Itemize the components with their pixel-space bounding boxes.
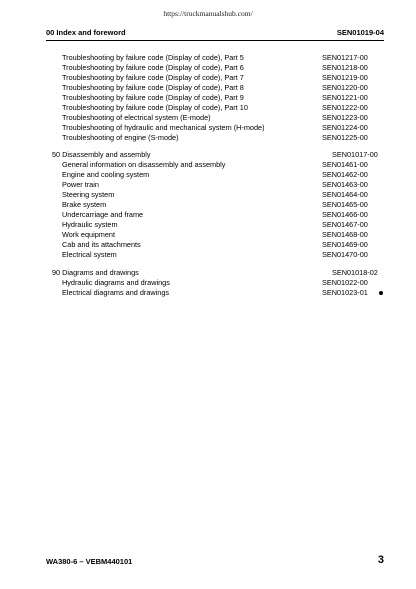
toc-code: SEN01464-00 — [322, 190, 368, 199]
toc-title: Troubleshooting of hydraulic and mechanical system (H-mode) — [62, 123, 265, 132]
header-doc-code: SEN01019-04 — [336, 28, 384, 37]
toc-title: Electrical diagrams and drawings — [62, 288, 170, 297]
toc-code: SEN01470-00 — [322, 250, 368, 259]
toc-title: Hydraulic diagrams and drawings — [62, 278, 170, 287]
toc-title: Power train — [62, 180, 99, 189]
toc-title: Troubleshooting by failure code (Display of code), Part 8 — [62, 83, 244, 92]
toc-code: SEN01217-00 — [322, 53, 368, 62]
page-footer — [46, 554, 384, 568]
toc-code: SEN01017-00 — [332, 150, 378, 159]
toc-title: Hydraulic system — [62, 220, 118, 229]
toc-code: SEN01018-02 — [332, 268, 378, 277]
toc-section-title: 50 Disassembly and assembly — [52, 150, 151, 159]
toc-code: SEN01461-00 — [322, 160, 368, 169]
toc-code: SEN01225-00 — [322, 133, 368, 142]
toc-title: Troubleshooting by failure code (Display of code), Part 7 — [62, 73, 244, 82]
toc-section-title: 90 Diagrams and drawings — [52, 268, 139, 277]
toc-code: SEN01462-00 — [322, 170, 368, 179]
toc-title: Troubleshooting of engine (S-mode) — [62, 133, 179, 142]
page-header — [46, 28, 384, 40]
toc-code: SEN01467-00 — [322, 220, 368, 229]
toc-title: Troubleshooting by failure code (Display of code), Part 5 — [62, 53, 244, 62]
toc-code: SEN01223-00 — [322, 113, 368, 122]
toc-title: Troubleshooting by failure code (Display of code), Part 6 — [62, 63, 244, 72]
toc-title: Undercarriage and frame — [62, 210, 144, 219]
toc-code: SEN01469-00 — [322, 240, 368, 249]
toc-title: Electrical system — [62, 250, 117, 259]
watermark-url[interactable]: https://truckmanualshub.com/ — [163, 9, 253, 18]
toc-code: SEN01463-00 — [322, 180, 368, 189]
toc-title: Steering system — [62, 190, 115, 199]
toc-code: SEN01220-00 — [322, 83, 368, 92]
toc-code: SEN01023-01 — [322, 288, 368, 297]
toc-code: SEN01221-00 — [322, 93, 368, 102]
toc-title: Troubleshooting by failure code (Display of code), Part 9 — [62, 93, 244, 102]
toc-title: Cab and its attachments — [62, 240, 141, 249]
toc-title: Troubleshooting of electrical system (E-mode) — [62, 113, 211, 122]
header-rule — [46, 40, 384, 41]
toc-code: SEN01218-00 — [322, 63, 368, 72]
toc-code: SEN01219-00 — [322, 73, 368, 82]
toc-title: Troubleshooting by failure code (Display of code), Part 10 — [62, 103, 248, 112]
page-number: 3 — [377, 554, 384, 566]
toc-code: SEN01468-00 — [322, 230, 368, 239]
toc-title: Brake system — [62, 200, 107, 209]
toc-title: Work equipment — [62, 230, 115, 239]
footer-model-code: WA380-6 – VEBM440101 — [46, 557, 133, 566]
toc-code: SEN01222-00 — [322, 103, 368, 112]
toc-code: SEN01466-00 — [322, 210, 368, 219]
toc-code: SEN01224-00 — [322, 123, 368, 132]
header-section-title: 00 Index and foreword — [46, 28, 126, 37]
toc-code: SEN01465-00 — [322, 200, 368, 209]
toc-code: SEN01022-00 — [322, 278, 368, 287]
toc-title: Engine and cooling system — [62, 170, 150, 179]
revision-bullet-icon — [379, 291, 383, 295]
toc-title: General information on disassembly and assembly — [62, 160, 226, 169]
